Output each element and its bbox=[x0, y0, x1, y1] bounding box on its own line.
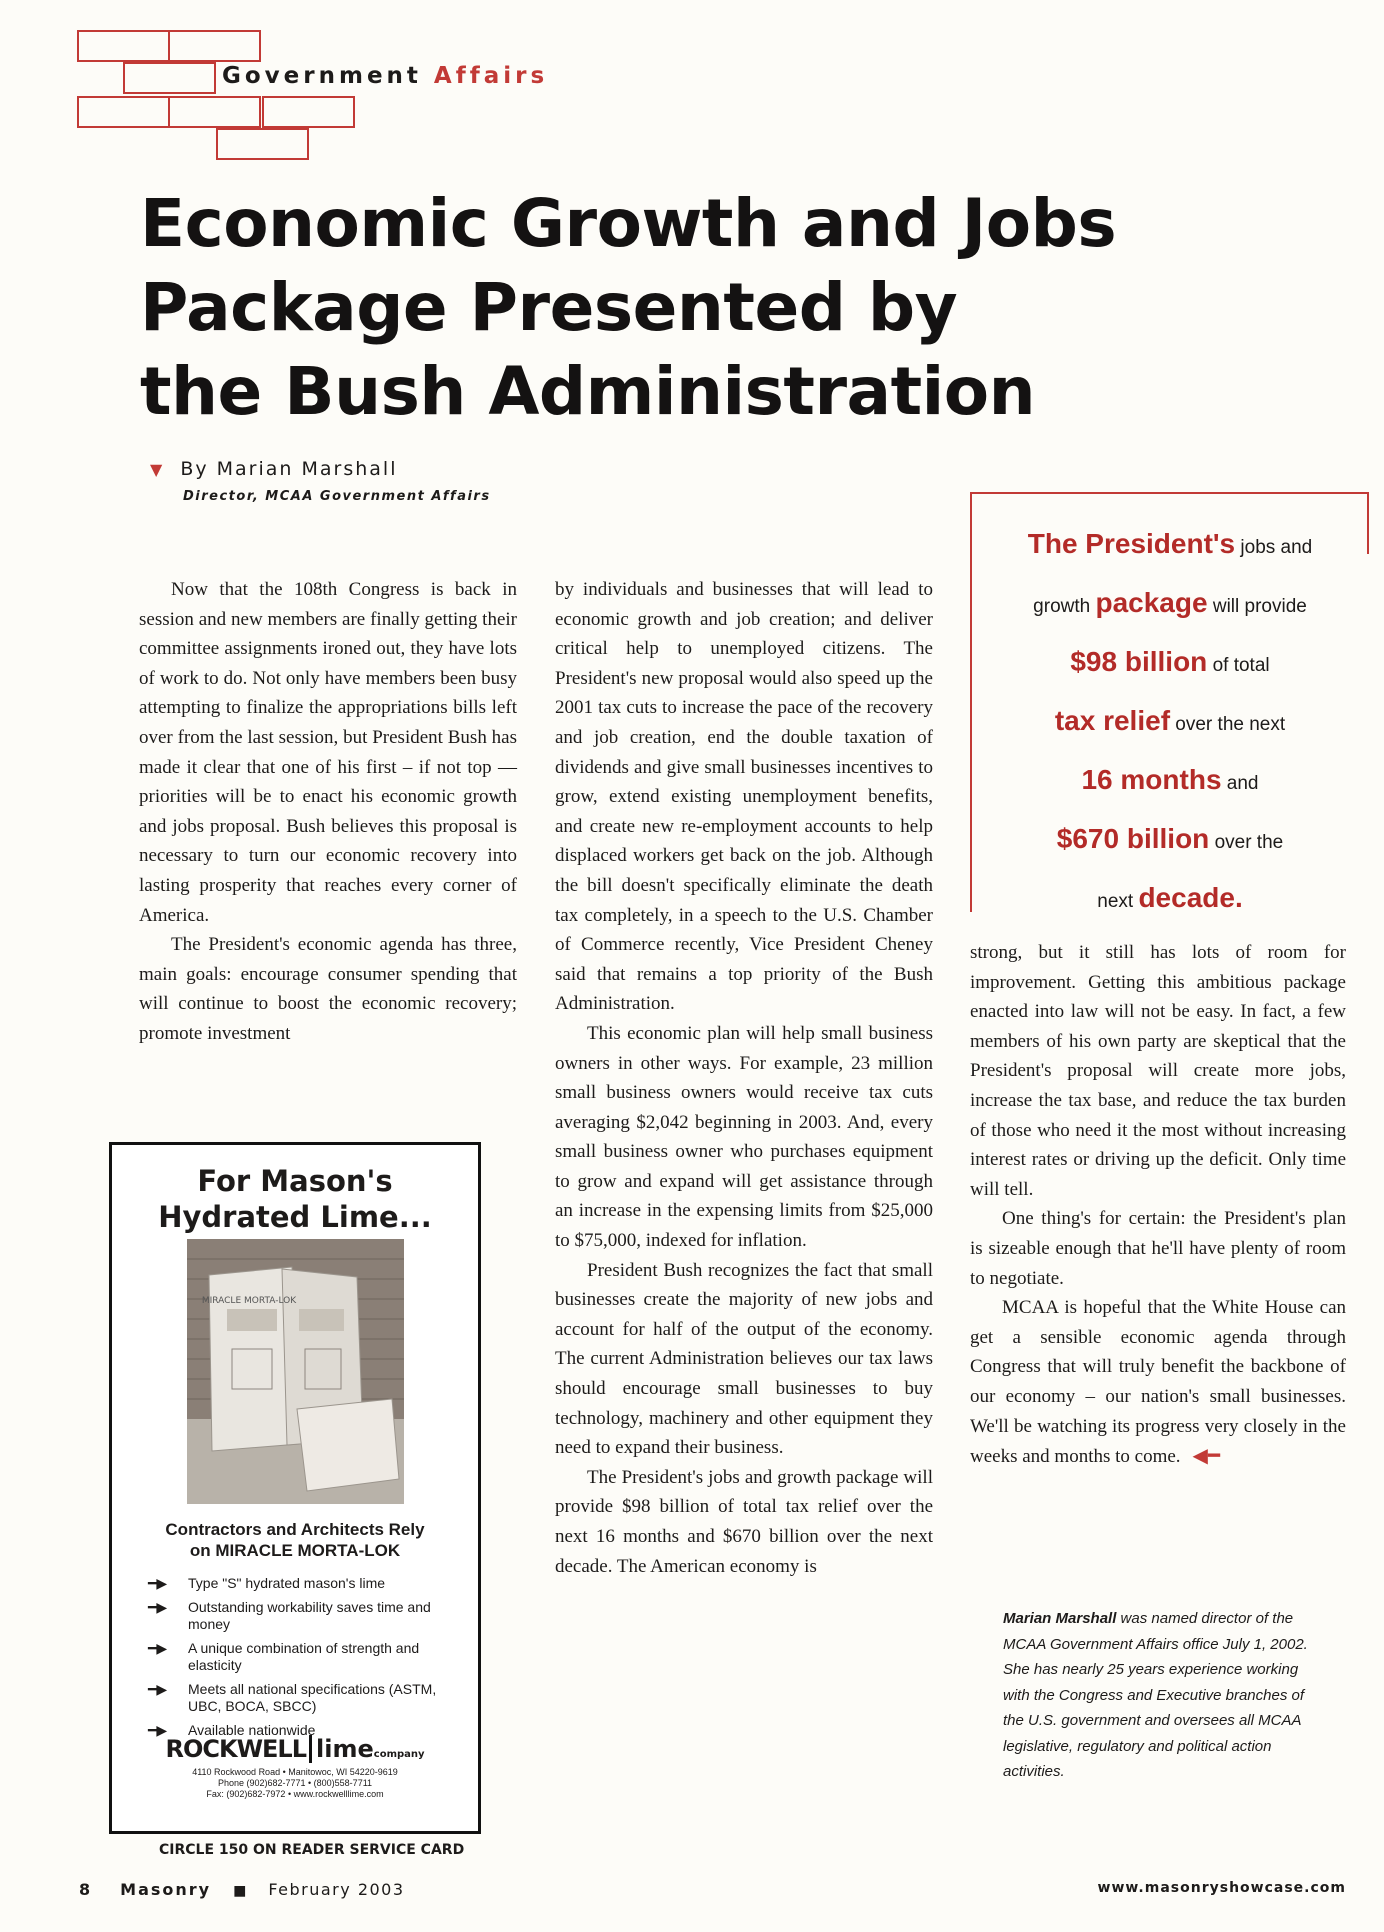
section-label-red: Affairs bbox=[433, 63, 549, 89]
ad-address-line: 4110 Rockwood Road • Manitowoc, WI 54220-9619 bbox=[192, 1767, 398, 1777]
pull-quote-text: will provide bbox=[1212, 596, 1307, 617]
masthead-brick bbox=[77, 96, 170, 128]
pull-quote bbox=[975, 516, 1365, 929]
bio-text: was named director of the MCAA Government Affairs office July 1, 2002. She has nearly 25 years experience working with the Congress and Executive branches of the U.S. government and oversees all MCAA legislative, regulatory and political action activities. bbox=[1003, 1610, 1308, 1780]
pull-quote-emphasis: tax relief bbox=[1054, 705, 1171, 736]
article-paragraph: The President's jobs and growth package will provide $98 billion of total tax relief over the next 16 months and $670 billion over the next decade. The American economy is bbox=[555, 1466, 933, 1577]
pull-quote-text: next bbox=[1097, 891, 1134, 912]
headline-line: the Bush Administration bbox=[140, 353, 1036, 430]
logo-company: company bbox=[373, 1749, 425, 1760]
article-column-3 bbox=[970, 938, 1346, 1472]
pull-quote-frame-accent bbox=[1367, 492, 1369, 554]
ad-address bbox=[112, 1767, 478, 1800]
pull-quote-emphasis: 16 months bbox=[1081, 764, 1222, 795]
article-paragraph: President Bush recognizes the fact that small businesses create the majority of new jobs and account for half of the output of the economy. The current Administration believes our tax laws should encourage small businesses to buy technology, machinery and other equipment they need to expand their business. bbox=[555, 1259, 933, 1459]
issue-date: February 2003 bbox=[268, 1880, 405, 1899]
article-paragraph: This economic plan will help small business owners in other ways. For example, 23 million small business owners would receive tax cuts averaging $2,042 beginning in 2003. And, every small business owner who purchases equipment to grow and expand will get assistance through an increase in the expensing limits from $25,000 to $75,000, indexed for inflation. bbox=[555, 1022, 933, 1252]
section-label bbox=[222, 63, 548, 89]
square-bullet-icon: ■ bbox=[233, 1883, 247, 1899]
bag-label: MIRACLE MORTA-LOK bbox=[201, 1296, 297, 1306]
section-label-dark: Government bbox=[222, 63, 422, 89]
lime-bags-illustration bbox=[187, 1239, 404, 1504]
product-photo bbox=[187, 1239, 404, 1504]
ad-title-line: For Mason's bbox=[197, 1164, 393, 1198]
pull-quote-emphasis: decade. bbox=[1138, 882, 1243, 913]
ad-feature-text: Type "S" hydrated mason's lime bbox=[188, 1575, 386, 1591]
ad-feature-text: Available nationwide bbox=[188, 1722, 316, 1738]
masthead-brick bbox=[168, 30, 261, 62]
ad-title bbox=[112, 1163, 478, 1235]
rockwell-lime-logo bbox=[112, 1735, 478, 1763]
pull-quote-emphasis: The President's bbox=[1027, 528, 1236, 559]
article-paragraph bbox=[970, 1293, 1346, 1472]
article-paragraph: by individuals and businesses that will lead to economic growth and job creation; and deliver critical help to unemployed citizens. The President's new proposal would also speed up the 2001 tax cuts to increase the pace of the recovery and job creation, end the double taxation of dividends and give small businesses incentives to grow, extend existing unemployment benefits, and create new re-employment accounts to help displaced workers get back on the job. Although the bill doesn't specifically eliminate the death tax completely, in a speech to the U.S. Chamber of Commerce recently, Vice President Cheney said that remains a top priority of the Bush Administration. bbox=[555, 579, 933, 1015]
arrow-right-icon: ━▶ bbox=[148, 1575, 168, 1591]
byline-author: By Marian Marshall bbox=[180, 458, 398, 480]
triangle-down-icon: ▼ bbox=[150, 460, 165, 479]
article-paragraph-text: MCAA is hopeful that the White House can get a sensible economic agenda through Congress that will truly benefit the backbone of our economy – our nation's small businesses. We'll be watching its progress very closely in the weeks and months to come. bbox=[970, 1297, 1346, 1468]
author-bio bbox=[1003, 1606, 1323, 1785]
ad-feature-item bbox=[148, 1575, 448, 1592]
article-paragraph: strong, but it still has lots of room for improvement. Getting this ambitious package enacted into law will not be easy. In fact, a few members of his own party are skeptical that the President's proposal will create more jobs, increase the tax base, and reduce the tax burden of those who need it the most without increasing interest rates or driving up the deficit. Only time will tell. bbox=[970, 942, 1346, 1200]
pull-quote-emphasis: $98 billion bbox=[1070, 646, 1208, 677]
pull-quote-text: over the bbox=[1214, 832, 1284, 853]
ad-phone-line: Phone (902)682-7771 • (800)558-7711 bbox=[217, 1778, 373, 1788]
pull-quote-text: of total bbox=[1212, 655, 1270, 676]
article-column-1 bbox=[139, 575, 517, 1049]
bio-name: Marian Marshall bbox=[1003, 1610, 1117, 1627]
article-paragraph: One thing's for certain: the President's plan is sizeable enough that he'll have plenty of room to negotiate. bbox=[970, 1208, 1346, 1289]
ad-fax-line: Fax: (902)682-7972 • www.rockwelllime.com bbox=[206, 1789, 384, 1799]
ad-title-line: Hydrated Lime... bbox=[158, 1200, 432, 1234]
logo-rockwell: ROCKWELL bbox=[165, 1735, 307, 1763]
reader-service-caption: CIRCLE 150 ON READER SERVICE CARD bbox=[159, 1842, 465, 1858]
arrow-right-icon: ━▶ bbox=[148, 1722, 168, 1738]
pull-quote-emphasis: package bbox=[1095, 587, 1208, 618]
pull-quote-text: growth bbox=[1033, 596, 1091, 617]
pull-quote-text: and bbox=[1226, 773, 1259, 794]
headline bbox=[140, 182, 1180, 434]
byline-title: Director, MCAA Government Affairs bbox=[183, 489, 491, 504]
masthead-brick bbox=[168, 96, 261, 128]
ad-feature-text: A unique combination of strength and elasticity bbox=[188, 1640, 420, 1673]
pull-quote-emphasis: $670 billion bbox=[1056, 823, 1210, 854]
article-paragraph: Now that the 108th Congress is back in session and new members are finally getting their committee assignments ironed out, they have lots of work to do. Not only have members been busy attempting to finalize the appropriations bills left over from the last session, but President Bush has made it clear that one of his first – if not top — priorities will be to enact his economic growth and jobs proposal. Bush believes this proposal is necessary to turn our economic recovery into lasting prosperity that reaches every corner of America. bbox=[139, 579, 517, 926]
ad-feature-list bbox=[148, 1575, 448, 1746]
ad-feature-item bbox=[148, 1640, 448, 1674]
article-paragraph: The President's economic agenda has three, main goals: encourage consumer spending that will continue to boost the economic recovery; promote investment bbox=[139, 934, 517, 1044]
pull-quote-text: over the next bbox=[1175, 714, 1286, 735]
masthead-brick bbox=[216, 128, 309, 160]
article-column-2 bbox=[555, 575, 933, 1581]
logo-lime: lime bbox=[309, 1735, 374, 1763]
ad-feature-item bbox=[148, 1599, 448, 1633]
page-footer bbox=[79, 1880, 405, 1899]
masthead-brick bbox=[262, 96, 355, 128]
end-of-article-arrow-icon: ◀━ bbox=[1192, 1443, 1220, 1468]
pull-quote-text: jobs and bbox=[1240, 537, 1313, 558]
ad-feature-text: Outstanding workability saves time and money bbox=[188, 1599, 431, 1632]
byline bbox=[150, 458, 397, 480]
headline-line: Package Presented by bbox=[140, 269, 958, 346]
ad-subtitle-line: on MIRACLE MORTA-LOK bbox=[189, 1541, 401, 1560]
ad-subtitle-line: Contractors and Architects Rely bbox=[165, 1520, 425, 1539]
advertisement[interactable] bbox=[109, 1142, 481, 1834]
page-number: 8 bbox=[79, 1880, 91, 1899]
ad-feature-item bbox=[148, 1681, 448, 1715]
masthead-brick bbox=[77, 30, 170, 62]
arrow-right-icon: ━▶ bbox=[148, 1640, 168, 1656]
website-url[interactable]: www.masonryshowcase.com bbox=[1097, 1880, 1346, 1896]
arrow-right-icon: ━▶ bbox=[148, 1599, 168, 1615]
magazine-name: Masonry bbox=[120, 1880, 212, 1899]
ad-feature-text: Meets all national specifications (ASTM, UBC, BOCA, SBCC) bbox=[188, 1681, 437, 1714]
arrow-right-icon: ━▶ bbox=[148, 1681, 168, 1697]
ad-subtitle bbox=[112, 1519, 478, 1561]
headline-line: Economic Growth and Jobs bbox=[140, 185, 1117, 262]
masthead-brick bbox=[123, 62, 216, 94]
